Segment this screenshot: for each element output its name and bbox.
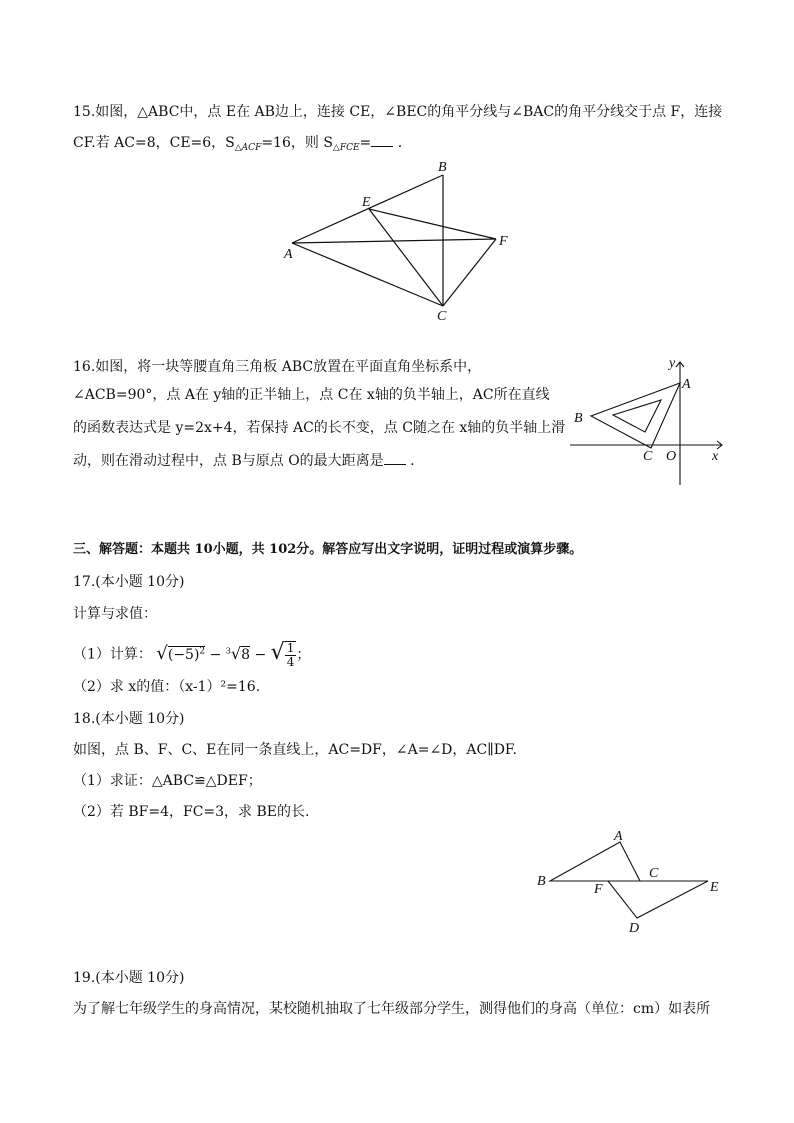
q15-label-C: C — [437, 309, 447, 324]
q16-line-3: 的函数表达式是 y=2x+4，若保持 AC的长不变，点 C随之在 x轴的负半轴上滑 — [73, 420, 566, 436]
q15-label-E: E — [362, 195, 371, 210]
q16-label-O: O — [666, 449, 677, 464]
q18-label-B: B — [537, 874, 546, 889]
q18-part-2: （2）若 BF=4，FC=3，求 BE的长. — [73, 804, 310, 820]
q17-part-2: （2）求 x的值：（x-1）²=16. — [73, 679, 261, 695]
q18-label-F: F — [594, 882, 603, 897]
q15-line-1: 15.如图，△ABC中，点 E在 AB边上，连接 CE，∠BEC的角平分线与∠BAC的角平分线交于点 F，连接 — [73, 104, 723, 120]
q18-label-C: C — [649, 866, 659, 881]
q17-intro: 计算与求值： — [73, 606, 157, 622]
q19-title: 19.(本小题 10分) — [73, 970, 185, 986]
q15-label-B: B — [438, 160, 447, 175]
q16-line-2: ∠ACB=90°，点 A在 y轴的正半轴上，点 C在 x轴的负半轴上，AC所在直线 — [73, 387, 550, 403]
section-heading: 三、解答题：本题共 10小题，共 102分。解答应写出文字说明，证明过程或演算步骤。 — [73, 542, 583, 557]
q16-label-y: y — [669, 356, 676, 371]
q19-line-1: 为了解七年级学生的身高情况，某校随机抽取了七年级部分学生，测得他们的身高（单位：cm）如表所 — [73, 1001, 711, 1017]
q18-label-D: D — [629, 921, 640, 936]
q18-label-A: A — [614, 829, 623, 844]
q17-part-1: （1）计算： $√(-5)^2 - ^3√8$ − √ $\frac{1}{4}$ ； — [73, 639, 311, 669]
q16-line-1: 16.如图，将一块等腰直角三角板 ABC放置在平面直角坐标系中， — [73, 359, 482, 375]
q17-expression: $√(-5)^2 - ^3√8$ − √ $\frac{1}{4}$ ； — [156, 639, 311, 669]
q16-line-4: 动，则在滑动过程中，点 B与原点 O的最大距离是 . — [73, 453, 415, 469]
q15-label-F: F — [499, 234, 508, 249]
q16-label-B: B — [574, 411, 583, 426]
q15-label-A: A — [284, 247, 293, 262]
q16-label-C: C — [643, 449, 653, 464]
q15-line-2: CF.若 AC=8，CE=6，$S_{\triangle ACF}=16$，则 $S_{\triangle FCE}=$ . — [73, 135, 403, 153]
q18-title: 18.(本小题 10分) — [73, 711, 185, 727]
q18-part-1: （1）求证：△ABC≌△DEF； — [73, 773, 262, 789]
q17-title: 17.(本小题 10分) — [73, 574, 185, 590]
q16-label-A: A — [682, 377, 691, 392]
q18-label-E: E — [710, 880, 719, 895]
q18-statement: 如图，点 B、F、C、E在同一条直线上，AC=DF，∠A=∠D，AC∥DF. — [73, 742, 517, 758]
q16-label-x: x — [712, 449, 719, 464]
